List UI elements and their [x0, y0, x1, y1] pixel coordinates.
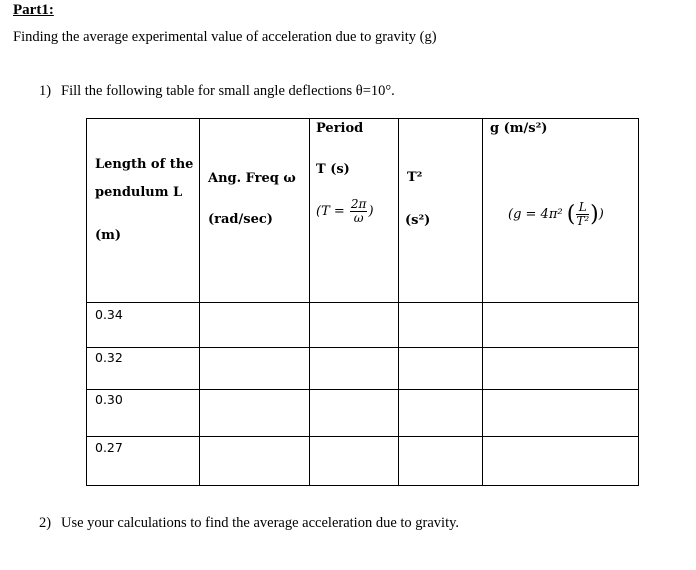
g-paren-close: ) [590, 202, 599, 227]
table-row-length: 0.34 [95, 307, 123, 322]
g-paren-open: ( [566, 202, 576, 227]
g-fraction [576, 201, 589, 228]
header-g-title: g (m/s²) [490, 121, 548, 136]
part-heading: Part1: [13, 2, 54, 18]
question-1-text: Fill the following table for small angle deflections θ=10°. [61, 83, 395, 99]
period-fraction-numerator: 2π [350, 197, 367, 211]
header-angfreq-title: Ang. Freq ω [208, 171, 296, 186]
header-period-sub: T (s) [316, 162, 350, 177]
table-row-divider [86, 436, 639, 437]
header-length-line1: Length of the [95, 157, 194, 172]
period-formula-rhs: ) [368, 204, 374, 219]
header-angfreq-unit: (rad/sec) [208, 212, 273, 227]
table-row-length: 0.32 [95, 350, 123, 365]
header-length-line2: pendulum L [95, 185, 183, 200]
g-fraction-numerator: L [576, 201, 589, 215]
period-fraction-denominator: ω [353, 211, 364, 225]
header-period-title: Period [316, 121, 364, 136]
table-row-divider [86, 389, 639, 390]
g-formula [508, 201, 604, 228]
section-subtitle: Finding the average experimental value of acceleration due to gravity (g) [13, 29, 437, 45]
period-formula [316, 198, 374, 225]
g-fraction-denominator: T² [576, 214, 590, 228]
g-formula-rhs: ) [598, 207, 604, 222]
table-row-length: 0.30 [95, 392, 123, 407]
table-row-length: 0.27 [95, 440, 123, 455]
header-length-unit: (m) [95, 228, 122, 243]
table-border-top [86, 118, 639, 119]
header-tsquared-unit: (s²) [405, 213, 431, 228]
question-2-text: Use your calculations to find the average acceleration due to gravity. [61, 515, 460, 531]
period-fraction [350, 198, 368, 225]
g-formula-lhs: (g = 4π² [508, 207, 563, 222]
question-1-number: 1) [39, 83, 52, 99]
period-formula-lhs: (T = [316, 204, 345, 219]
question-2 [39, 515, 459, 532]
table-border-bottom [86, 485, 639, 486]
header-tsquared-title: T² [407, 170, 423, 185]
table-header-divider [86, 302, 639, 303]
table-row-divider [86, 347, 639, 348]
question-1 [39, 83, 395, 100]
question-2-number: 2) [39, 515, 52, 531]
